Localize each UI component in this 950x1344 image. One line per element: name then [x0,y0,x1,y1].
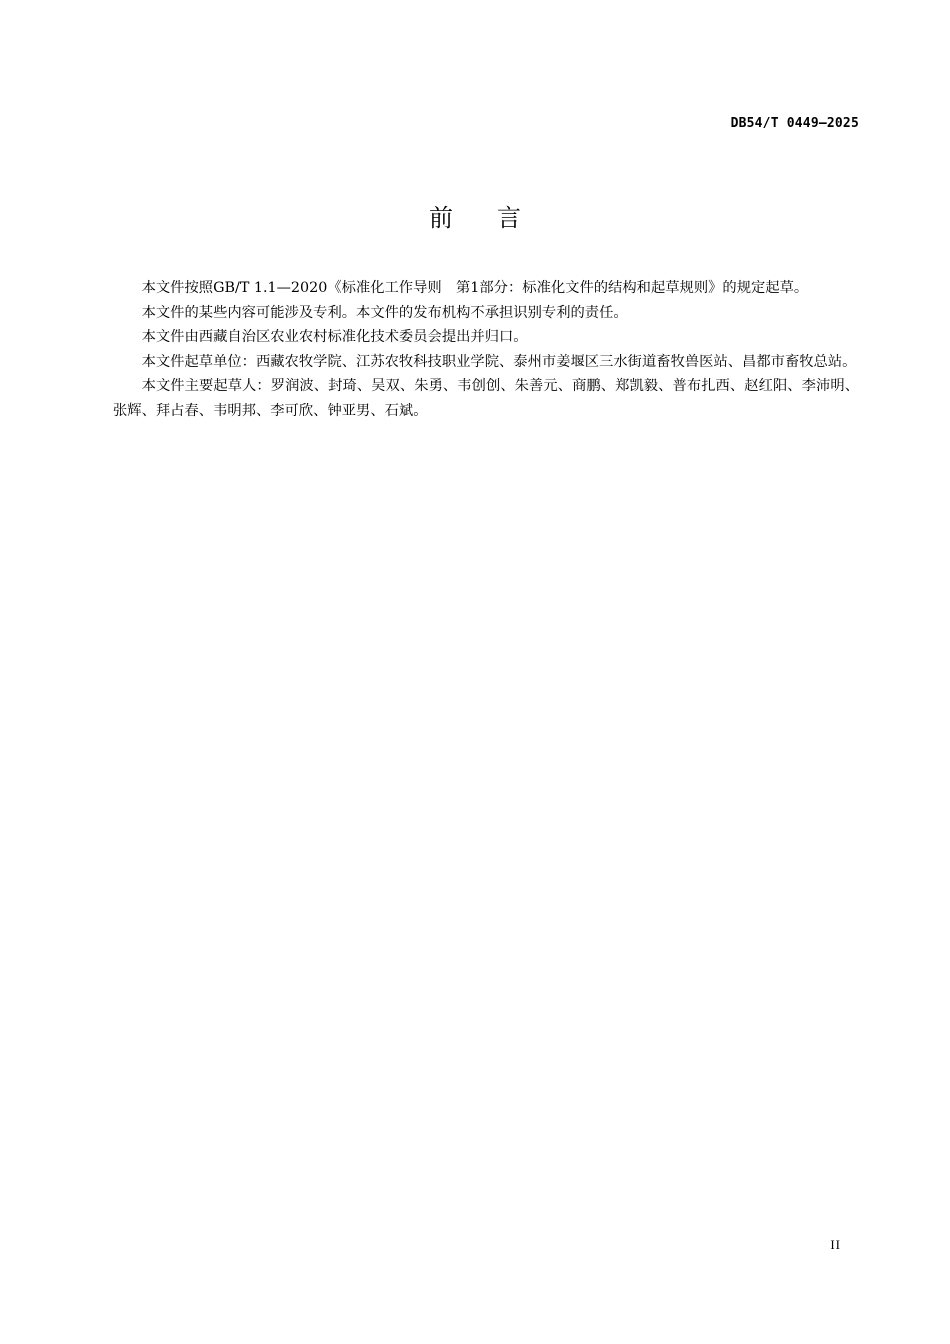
paragraph-proposer: 本文件由西藏自治区农业农村标准化技术委员会提出并归口。 [141,329,528,346]
paragraph-patent-notice: 本文件的某些内容可能涉及专利。本文件的发布机构不承担识别专利的责任。 [141,304,628,321]
page-number: II [830,1237,841,1252]
document-code: DB54/T 0449—2025 [730,116,859,131]
paragraph-drafters: 本文件主要起草人：罗润波、封琦、吴双、朱勇、韦创创、朱善元、商鹏、郑凯毅、普布扎西、赵红阳、李沛明、张辉、拜占春、韦明邦、李可欣、钟亚男、石斌。 [113,378,859,419]
page-title: 前言 [429,204,565,232]
paragraph-drafting-units: 本文件起草单位：西藏农牧学院、江苏农牧科技职业学院、泰州市姜堰区三水街道畜牧兽医站、昌都市畜牧总站。 [141,353,857,370]
foreword-body [113,276,859,424]
paragraph-drafting-rules: 本文件按照GB/T 1.1—2020《标准化工作导则 第1部分：标准化文件的结构和起草规则》的规定起草。 [141,280,809,296]
